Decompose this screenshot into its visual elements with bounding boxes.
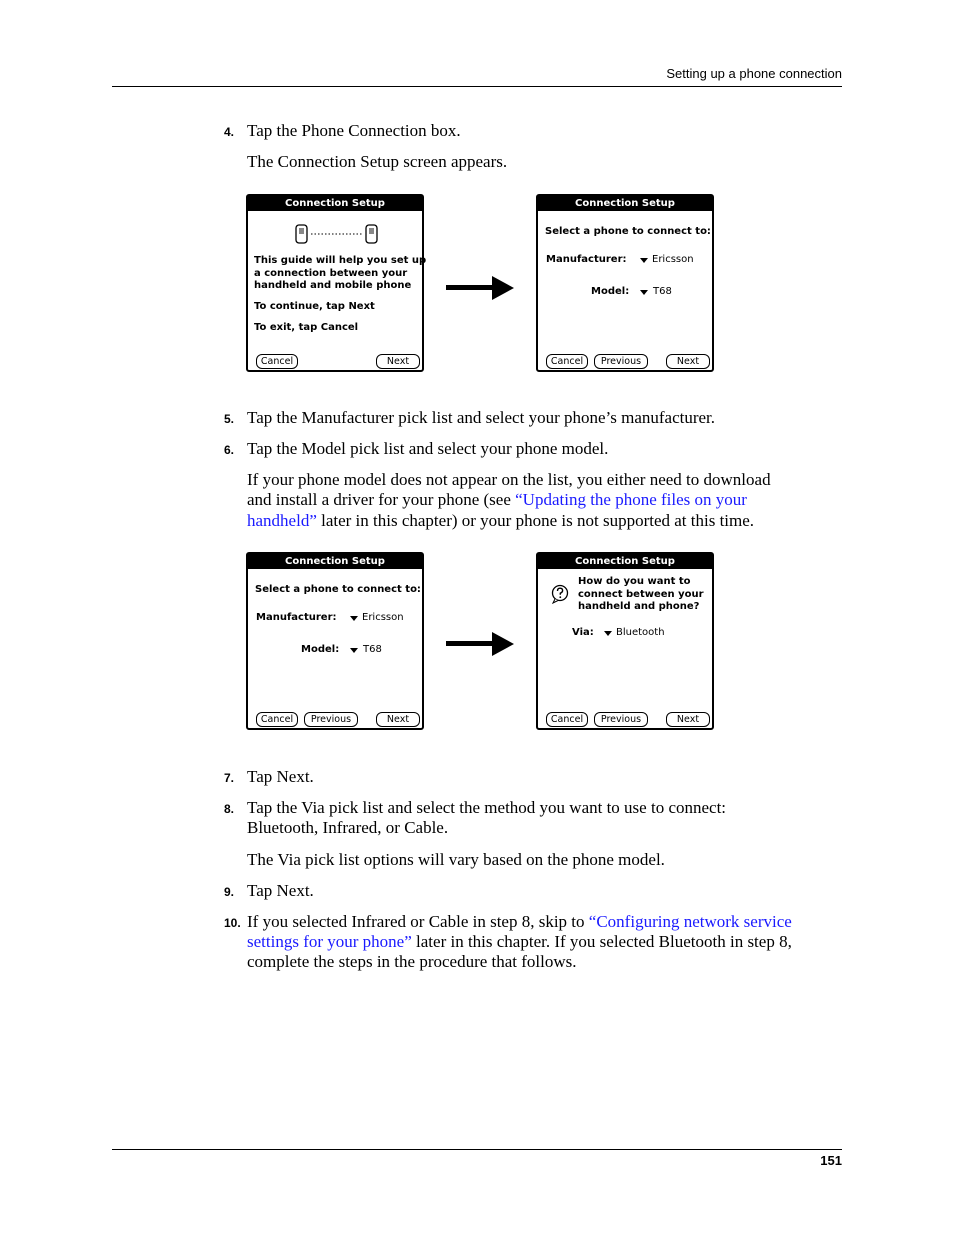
- intro-line: a connection between your: [254, 268, 408, 279]
- continue-hint: To continue, tap Next: [254, 301, 375, 312]
- intro-line: handheld and mobile phone: [254, 280, 412, 291]
- manufacturer-value[interactable]: Ericsson: [652, 254, 694, 265]
- cross-reference-link[interactable]: “Configuring network service: [588, 912, 792, 931]
- select-prompt: Select a phone to connect to:: [255, 584, 421, 595]
- screen-title-bar: Connection Setup: [538, 196, 712, 211]
- step-text: If you selected Infrared or Cable in step 8, skip to “Configuring network service: [247, 912, 792, 931]
- step-number: 6.: [224, 443, 235, 457]
- step-note: handheld” later in this chapter) or your phone is not supported at this time.: [247, 511, 755, 530]
- model-label: Model:: [301, 644, 340, 655]
- intro-line: This guide will help you set up: [254, 255, 427, 266]
- model-label: Model:: [591, 286, 630, 297]
- arrow-right-icon: [444, 274, 516, 302]
- step-number: 8.: [224, 802, 235, 816]
- footer-rule: [112, 1149, 842, 1150]
- previous-button[interactable]: Previous: [304, 712, 358, 727]
- chevron-down-icon[interactable]: [350, 648, 358, 653]
- chevron-down-icon[interactable]: [604, 631, 612, 636]
- step-number: 10.: [224, 916, 241, 930]
- model-value[interactable]: T68: [653, 286, 672, 297]
- question-line: handheld and phone?: [578, 601, 700, 612]
- step-text: Tap the Phone Connection box.: [247, 121, 461, 140]
- screen-title-bar: Connection Setup: [248, 554, 422, 569]
- step-text: Tap the Via pick list and select the method you want to use to connect:: [247, 798, 727, 817]
- cancel-button[interactable]: Cancel: [546, 354, 588, 369]
- next-button[interactable]: Next: [376, 712, 420, 727]
- manufacturer-value[interactable]: Ericsson: [362, 612, 404, 623]
- cancel-button[interactable]: Cancel: [546, 712, 588, 727]
- screen-connection-method: [536, 552, 714, 730]
- exit-hint: To exit, tap Cancel: [254, 322, 359, 333]
- step-number: 4.: [224, 125, 235, 139]
- step-text: Tap Next.: [247, 767, 314, 786]
- next-button[interactable]: Next: [666, 712, 710, 727]
- step-text: settings for your phone” later in this chapter. If you selected Bluetooth in step 8,: [247, 932, 792, 951]
- running-head: Setting up a phone connection: [666, 66, 842, 81]
- screen-title-bar: Connection Setup: [538, 554, 712, 569]
- cross-reference-link[interactable]: “Updating the phone files on your: [515, 490, 747, 509]
- screen-select-phone: [246, 552, 424, 730]
- question-line: How do you want to: [578, 576, 691, 587]
- step-text: complete the steps in the procedure that follows.: [247, 952, 577, 971]
- question-icon: [551, 584, 571, 604]
- step-number: 7.: [224, 771, 235, 785]
- step-note: If your phone model does not appear on the list, you either need to download: [247, 470, 771, 489]
- cross-reference-link[interactable]: handheld”: [247, 511, 317, 530]
- phone-link-icon: [294, 222, 380, 246]
- previous-button[interactable]: Previous: [594, 712, 648, 727]
- manufacturer-label: Manufacturer:: [546, 254, 627, 265]
- chevron-down-icon[interactable]: [640, 290, 648, 295]
- page-number: 151: [820, 1153, 842, 1168]
- previous-button[interactable]: Previous: [594, 354, 648, 369]
- manufacturer-label: Manufacturer:: [256, 612, 337, 623]
- screen-title-bar: Connection Setup: [248, 196, 422, 211]
- cross-reference-link[interactable]: settings for your phone”: [247, 932, 412, 951]
- step-text: Tap the Manufacturer pick list and select your phone’s manufacturer.: [247, 408, 716, 427]
- chevron-down-icon[interactable]: [350, 616, 358, 621]
- select-prompt: Select a phone to connect to:: [545, 226, 711, 237]
- model-value[interactable]: T68: [363, 644, 382, 655]
- via-value[interactable]: Bluetooth: [616, 627, 665, 638]
- via-label: Via:: [572, 627, 594, 638]
- next-button[interactable]: Next: [376, 354, 420, 369]
- cancel-button[interactable]: Cancel: [256, 354, 298, 369]
- step-text: Tap Next.: [247, 881, 314, 900]
- header-rule: [112, 86, 842, 87]
- step-note: and install a driver for your phone (see “Updating the phone files on your: [247, 490, 747, 509]
- step-number: 9.: [224, 885, 235, 899]
- arrow-right-icon: [444, 630, 516, 658]
- screen-select-phone: [536, 194, 714, 372]
- screen-connection-intro: [246, 194, 427, 372]
- step-text: Tap the Model pick list and select your phone model.: [247, 439, 609, 458]
- next-button[interactable]: Next: [666, 354, 710, 369]
- chevron-down-icon[interactable]: [640, 258, 648, 263]
- question-line: connect between your: [578, 589, 704, 600]
- step-number: 5.: [224, 412, 235, 426]
- step-note: The Connection Setup screen appears.: [247, 152, 508, 171]
- step-note: The Via pick list options will vary based on the phone model.: [247, 850, 665, 869]
- step-text: Bluetooth, Infrared, or Cable.: [247, 818, 449, 837]
- cancel-button[interactable]: Cancel: [256, 712, 298, 727]
